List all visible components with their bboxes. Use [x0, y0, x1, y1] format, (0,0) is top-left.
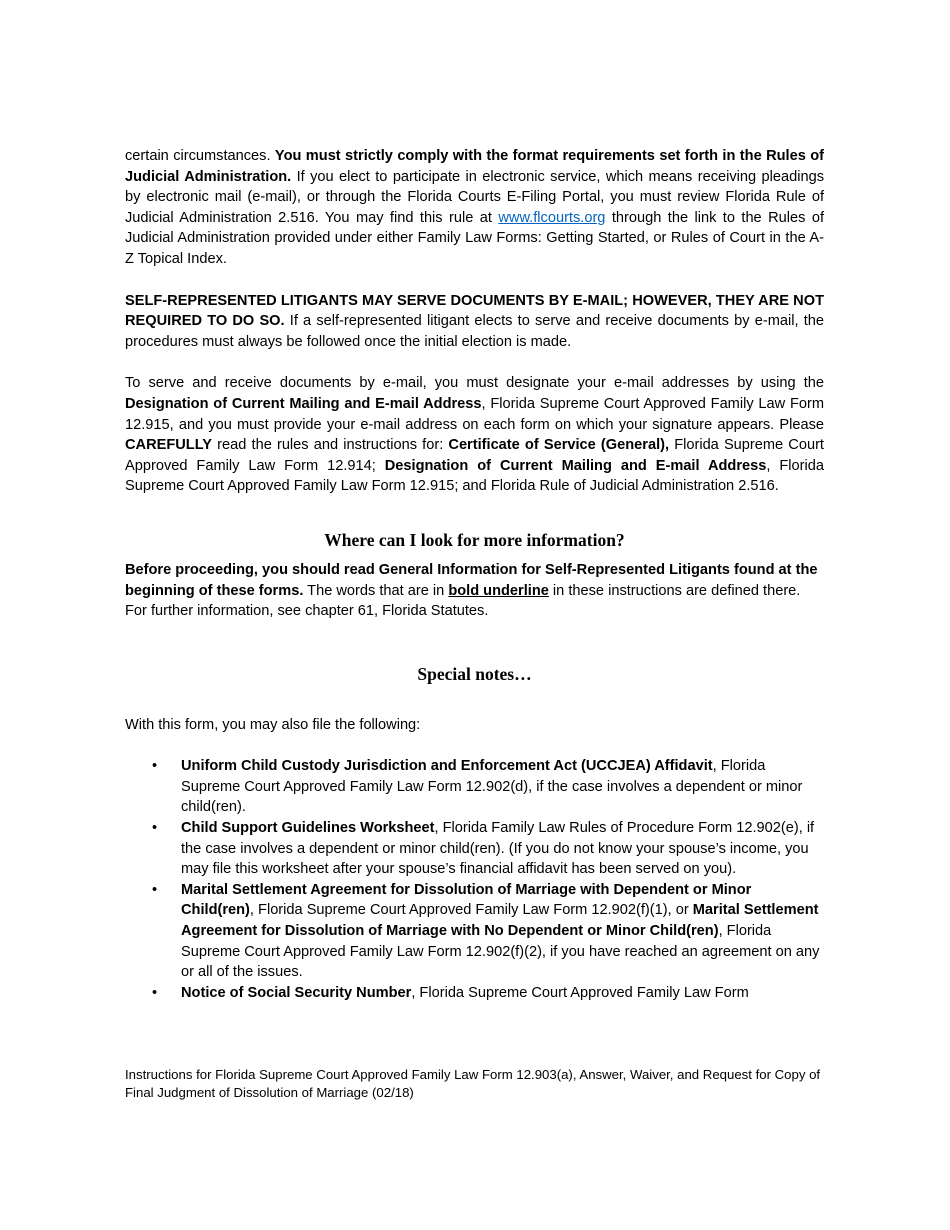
paragraph-self-represented — [125, 291, 824, 353]
paragraph-also-file: With this form, you may also file the following: — [125, 716, 421, 733]
heading-more-information: Where can I look for more information? — [324, 529, 625, 550]
paragraph-email-designation — [125, 373, 824, 497]
flcourts-link[interactable]: www.flcourts.org — [498, 209, 606, 226]
list-item — [125, 880, 824, 983]
bullet-icon: • — [152, 820, 158, 837]
bold-text: Child Support Guidelines Worksheet — [181, 820, 435, 837]
text: Florida Supreme Court Approved Family Law Form 12.914; — [125, 437, 824, 474]
list-item — [125, 756, 824, 818]
text: , Florida Supreme Court Approved Family Law Form 12.915; and Florida Rule of Judicial Administration 2.516. — [125, 457, 824, 495]
text: , Florida Supreme Court Approved Family Law Form 12.902(f)(2), if you have reached an agreement on any or all of the issues. — [181, 923, 820, 981]
bold-text: You must strictly comply with the format requirements set forth in the Rules of Judicial Administration. — [125, 148, 824, 185]
text: in these instructions are defined there. For further information, see chapter 61, Florida Statutes. — [125, 582, 801, 620]
bold-text: SELF-REPRESENTED LITIGANTS MAY SERVE DOCUMENTS BY E-MAIL; HOWEVER, THEY ARE NOT REQUIRED TO DO SO. — [125, 292, 824, 330]
text: read the rules and instructions for: — [212, 437, 449, 454]
text: To serve and receive documents by e-mail, you must designate your e-mail addresses by using the — [125, 375, 824, 392]
text: , Florida Family Law Rules of Procedure Form 12.902(e), if the case involves a dependent or minor child(ren). (If you do not know your spouse’s income, you may file this worksheet after your spouse’s financial affidavit has been served on you). — [181, 820, 815, 878]
heading-special-notes: Special notes… — [417, 663, 532, 684]
document-body — [125, 146, 824, 1003]
bold-text: CAREFULLY — [125, 437, 213, 454]
bold-text: Before proceeding, you should read General Information for Self-Represented Litigants found at the beginning of these forms. — [125, 561, 818, 599]
bold-text: Marital Settlement Agreement for Dissolution of Marriage with Dependent or Minor Child(ren) — [181, 881, 752, 919]
list-item — [125, 983, 824, 1004]
list-item — [125, 818, 824, 880]
bold-text: Marital Settlement Agreement for Dissolution of Marriage with No Dependent or Minor Child(ren) — [181, 902, 819, 940]
text: , Florida Supreme Court Approved Family Law Form — [411, 984, 749, 1001]
bold-text: Designation of Current Mailing and E-mail Address — [384, 457, 767, 474]
text: certain circumstances. — [125, 148, 275, 164]
bullet-icon: • — [152, 984, 158, 1001]
bold-text: Designation of Current Mailing and E-mail Address — [125, 395, 482, 412]
text: , Florida Supreme Court Approved Family Law Form 12.915, and you must provide your e-mail address on each form on which your signature appears. Please — [125, 395, 824, 433]
text: , Florida Supreme Court Approved Family Law Form 12.902(f)(1), or — [249, 902, 693, 919]
bullet-icon: • — [152, 758, 158, 775]
bold-underline-text: bold underline — [448, 582, 549, 599]
text: If you elect to participate in electronic service, which means receiving pleadings by electronic mail (e-mail), or through the Florida Courts E-Filing Portal, you must review Florida Rule of Judicial Administration 2.516. You may find this rule at — [125, 168, 824, 226]
text: If a self-represented litigant elects to serve and receive documents by e-mail, the procedures must always be followed once the initial election is made. — [125, 313, 824, 350]
paragraph-before-proceeding — [125, 560, 824, 622]
paragraph-electronic-service — [125, 146, 824, 270]
bullet-list — [125, 756, 824, 1003]
bold-text: Uniform Child Custody Jurisdiction and Enforcement Act (UCCJEA) Affidavit — [181, 758, 713, 775]
page-footer: Instructions for Florida Supreme Court Approved Family Law Form 12.903(a), Answer, Waiver, and Request for Copy of Final Judgment of Dissolution of Marriage (02/18) — [125, 1067, 821, 1100]
text: The words that are in — [303, 582, 449, 599]
bullet-icon: • — [152, 881, 158, 898]
text: , Florida Supreme Court Approved Family Law Form 12.902(d), if the case involves a dependent or minor child(ren). — [181, 758, 803, 816]
bold-text: Certificate of Service (General), — [448, 437, 670, 454]
bold-text: Notice of Social Security Number — [181, 984, 412, 1001]
text: through the link to the Rules of Judicial Administration provided under either Family Law Forms: Getting Started, or Rules of Court in the A-Z Topical Index. — [125, 209, 824, 267]
